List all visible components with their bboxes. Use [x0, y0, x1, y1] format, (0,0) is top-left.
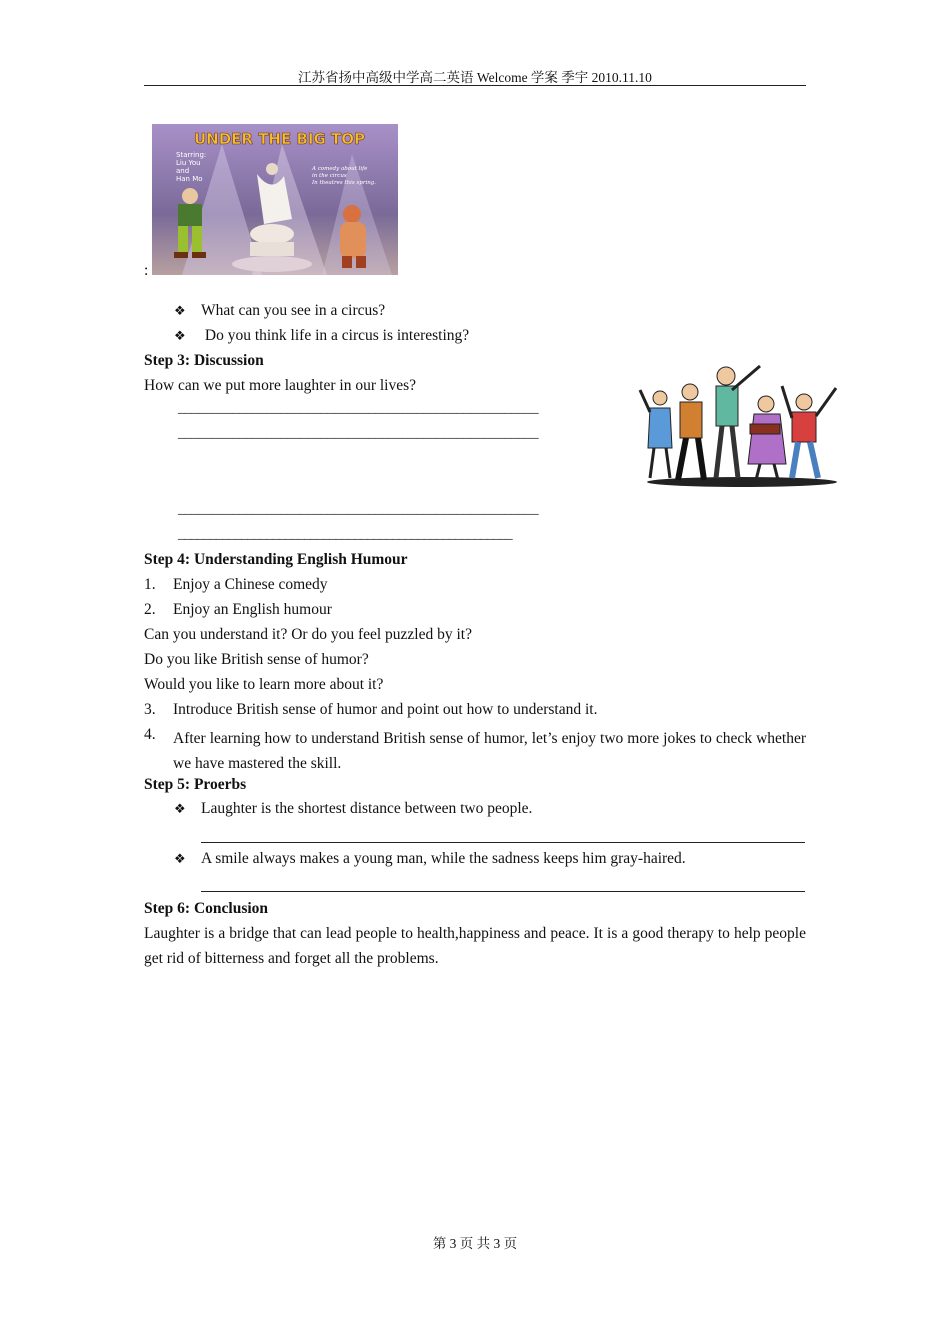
- answer-blank-line[interactable]: _____________________________________________________: [178, 527, 512, 542]
- poster-starring-2: and: [176, 167, 190, 175]
- question-item: Do you think life in a circus is interesting?: [201, 327, 470, 344]
- answer-blank-line[interactable]: _____________________________________________________: [178, 502, 539, 517]
- poster-tagline-2: In theatres this spring.: [312, 180, 377, 186]
- diamond-bullet-icon: ❖: [174, 851, 186, 866]
- discussion-question: Can you understand it? Or do you feel puzzled by it?: [144, 626, 472, 643]
- discussion-question: Would you like to learn more about it?: [144, 676, 384, 693]
- question-item: What can you see in a circus?: [201, 302, 386, 319]
- page-header: 江苏省扬中高级中学高二英语 Welcome 学案 季宇 2010.11.10: [298, 70, 652, 85]
- proverb-item: Laughter is the shortest distance between two people.: [201, 800, 533, 817]
- step6-heading: Step 6: Conclusion: [144, 900, 269, 917]
- list-number: 3.: [144, 701, 156, 718]
- translation-blank-line[interactable]: [201, 842, 805, 843]
- diamond-bullet-icon: ❖: [174, 328, 186, 343]
- list-item: Introduce British sense of humor and point out how to understand it.: [173, 701, 598, 718]
- circus-poster-image: [152, 124, 398, 275]
- laughing-people-image: [632, 360, 846, 490]
- poster-tagline-0: A comedy about life: [312, 166, 368, 172]
- step5-heading: Step 5: Proerbs: [144, 776, 247, 793]
- colon-mark: :: [144, 262, 149, 279]
- list-item: After learning how to understand British sense of humor, let’s enjoy two more jokes to check whether we have mastered the skill.: [173, 730, 806, 772]
- list-number: 4.: [144, 726, 156, 743]
- poster-starring-3: Han Mo: [176, 175, 203, 183]
- page-footer: 第 3 页 共 3 页: [432, 1236, 518, 1251]
- list-number: 1.: [144, 576, 156, 593]
- translation-blank-line[interactable]: [201, 891, 805, 892]
- poster-title: UNDER THE BIG TOP: [194, 130, 365, 148]
- poster-starring-1: Liu You: [176, 159, 201, 167]
- step4-heading: Step 4: Understanding English Humour: [144, 551, 408, 568]
- discussion-question: Do you like British sense of humor?: [144, 651, 369, 668]
- header-rule: [144, 85, 806, 86]
- conclusion-paragraph: Laughter is a bridge that can lead people to health,happiness and peace. It is a good therapy to help people get rid of bitterness and forget all the problems.: [144, 925, 806, 967]
- diamond-bullet-icon: ❖: [174, 303, 186, 318]
- answer-blank-line[interactable]: _____________________________________________________: [178, 401, 539, 416]
- step3-question: How can we put more laughter in our lives?: [144, 377, 417, 394]
- list-item: Enjoy an English humour: [173, 601, 332, 618]
- diamond-bullet-icon: ❖: [174, 801, 186, 816]
- poster-tagline-1: in the circus: [312, 173, 347, 179]
- step3-heading: Step 3: Discussion: [144, 352, 264, 369]
- proverb-item: A smile always makes a young man, while the sadness keeps him gray-haired.: [201, 850, 686, 867]
- list-number: 2.: [144, 601, 156, 618]
- list-item: Enjoy a Chinese comedy: [173, 576, 328, 593]
- poster-starring-0: Starring:: [176, 151, 207, 159]
- answer-blank-line[interactable]: _____________________________________________________: [178, 426, 539, 441]
